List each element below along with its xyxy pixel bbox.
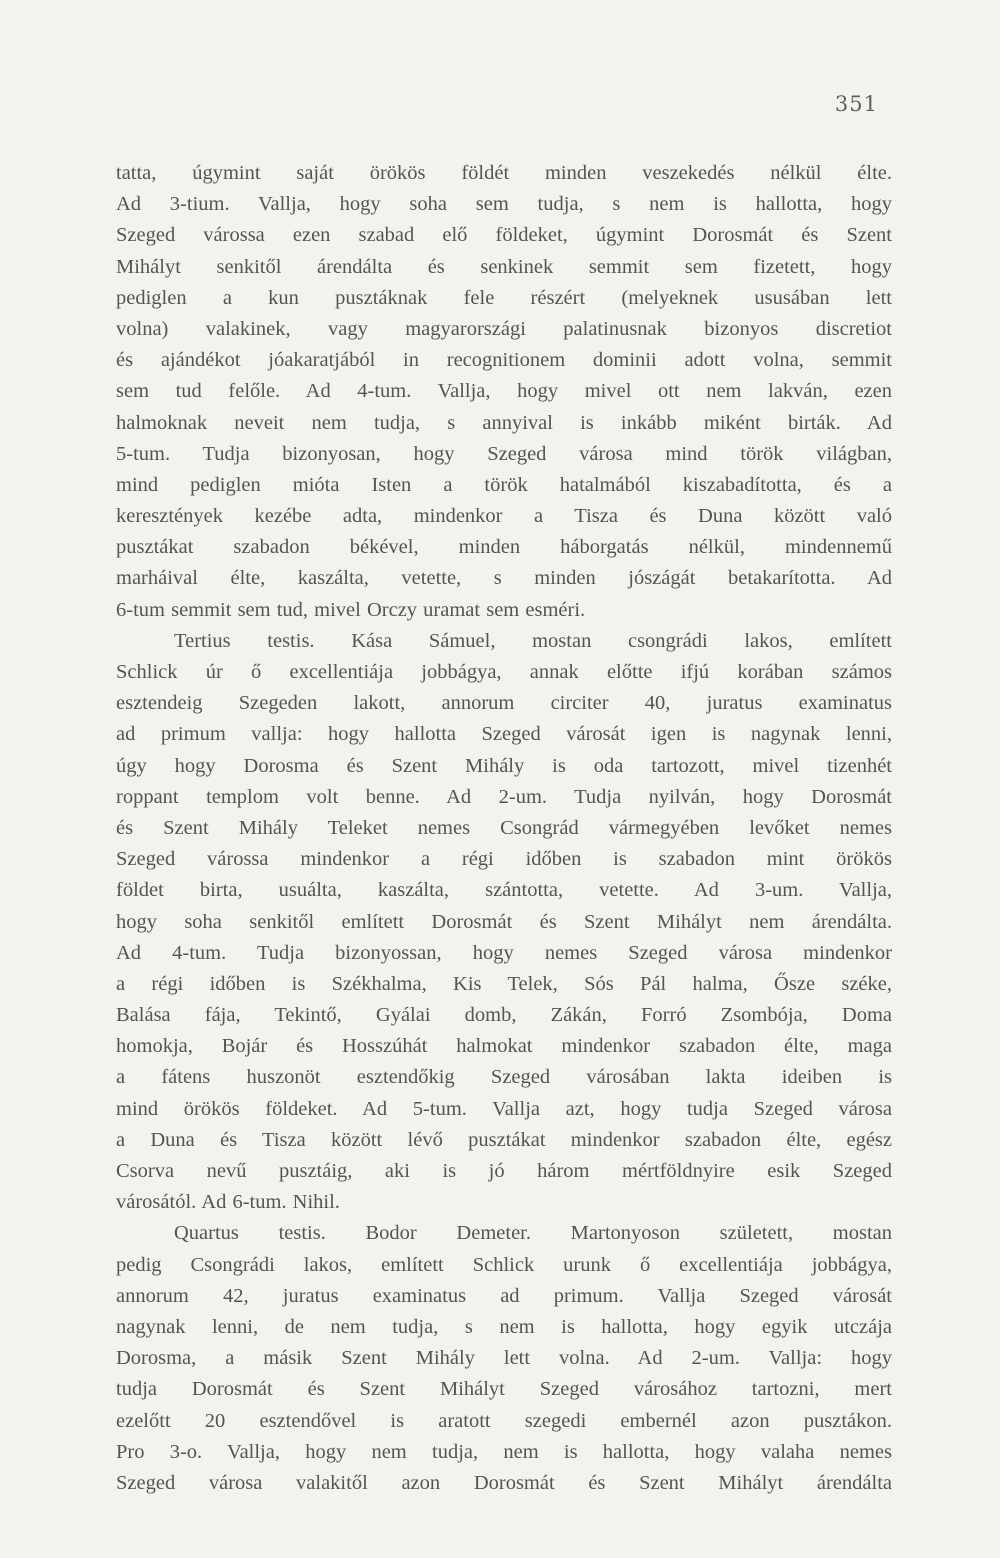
text-line: Schlick úr ő excellentiája jobbágya, annak előtte ifjú korában számos bbox=[116, 661, 892, 683]
text-line: Tertius testis. Kása Sámuel, mostan csongrádi lakos, említett bbox=[174, 629, 892, 652]
text-line: és Szent Mihály Teleket nemes Csongrád vármegyében levőket nemes bbox=[116, 816, 892, 839]
text-line: tudja Dorosmát és Szent Mihályt Szeged városához tartozni, mert bbox=[116, 1378, 892, 1401]
text-line: mind pediglen mióta Isten a török hatalmából kiszabadította, és a bbox=[116, 473, 892, 496]
text-line: sem tud felőle. Ad 4-tum. Vallja, hogy mivel ott nem lakván, ezen bbox=[116, 380, 892, 403]
text-line: úgy hogy Dorosma és Szent Mihály is oda tartozott, mivel tizenhét bbox=[116, 754, 892, 777]
text-line: és ajándékot jóakaratjából in recognitionem dominii adott volna, semmit bbox=[116, 349, 892, 372]
text-line: tatta, úgymint saját örökös földét minden veszekedés nélkül élte. bbox=[116, 162, 892, 184]
text-line: volna) valakinek, vagy magyarországi palatinusnak bizonyos discretiot bbox=[116, 317, 892, 340]
text-line: Quartus testis. Bodor Demeter. Martonyoson született, mostan bbox=[174, 1222, 892, 1245]
text-line: roppant templom volt benne. Ad 2-um. Tudja nyilván, hogy Dorosmát bbox=[116, 785, 892, 808]
text-line: esztendeig Szegeden lakott, annorum circiter 40, juratus examinatus bbox=[116, 692, 892, 715]
text-line: Ad 4-tum. Tudja bizonyossan, hogy nemes Szeged városa mindenkor bbox=[116, 941, 892, 964]
text-line: ad primum vallja: hogy hallotta Szeged városát igen is nagynak lenni, bbox=[116, 723, 892, 746]
text-line: a Duna és Tisza között lévő pusztákat mindenkor szabadon élte, egész bbox=[116, 1128, 892, 1151]
text-line: Szeged városa valakitől azon Dorosmát és Szent Mihályt árendálta bbox=[116, 1471, 892, 1494]
text-line: hogy soha senkitől említett Dorosmát és Szent Mihályt nem árendálta. bbox=[116, 910, 892, 933]
text-line: pusztákat szabadon békével, minden háborgatás nélkül, mindennemű bbox=[116, 536, 892, 559]
text-line: Mihályt senkitől árendálta és senkinek semmit sem fizetett, hogy bbox=[116, 255, 892, 278]
text-line: Balása fája, Tekintő, Gyálai domb, Zákán, Forró Zsombója, Doma bbox=[116, 1004, 892, 1027]
text-line: nagynak lenni, de nem tudja, s nem is hallotta, hogy egyik utczája bbox=[116, 1315, 892, 1338]
text-line: halmoknak neveit nem tudja, s annyival is inkább miként birták. Ad bbox=[116, 411, 892, 434]
text-line: városától. Ad 6-tum. Nihil. bbox=[116, 1191, 340, 1214]
text-line: keresztények kezébe adta, mindenkor a Tisza és Duna között való bbox=[116, 505, 892, 528]
text-line: marháival élte, kaszálta, vetette, s minden jószágát betakarította. Ad bbox=[116, 567, 892, 590]
text-line: homokja, Bojár és Hosszúhát halmokat mindenkor szabadon élte, maga bbox=[116, 1035, 892, 1058]
page-number: 351 bbox=[834, 92, 878, 116]
text-line: földet birta, usuálta, kaszálta, szántotta, vetette. Ad 3-um. Vallja, bbox=[116, 879, 892, 902]
text-line: Csorva nevű pusztáig, aki is jó három mértföldnyire esik Szeged bbox=[116, 1160, 892, 1182]
text-line: Ad 3-tium. Vallja, hogy soha sem tudja, s nem is hallotta, hogy bbox=[116, 193, 892, 216]
text-line: annorum 42, juratus examinatus ad primum. Vallja Szeged városát bbox=[116, 1284, 892, 1307]
text-line: ezelőtt 20 esztendővel is aratott szegedi embernél azon pusztákon. bbox=[116, 1409, 892, 1432]
body-text bbox=[116, 158, 892, 1499]
text-line: mind örökös földeket. Ad 5-tum. Vallja azt, hogy tudja Szeged városa bbox=[116, 1097, 892, 1120]
text-line: 6-tum semmit sem tud, mivel Orczy uramat sem esméri. bbox=[116, 598, 586, 621]
text-line: Pro 3-o. Vallja, hogy nem tudja, nem is hallotta, hogy valaha nemes bbox=[116, 1440, 892, 1463]
text-line: pedig Csongrádi lakos, említett Schlick urunk ő excellentiája jobbágya, bbox=[116, 1253, 892, 1276]
text-line: a fátens huszonöt esztendőkig Szeged városában lakta ideiben is bbox=[116, 1066, 892, 1089]
text-line: Szeged várossa mindenkor a régi időben is szabadon mint örökös bbox=[116, 848, 892, 871]
text-line: Dorosma, a másik Szent Mihály lett volna. Ad 2-um. Vallja: hogy bbox=[116, 1347, 892, 1370]
text-line: a régi időben is Székhalma, Kis Telek, Sós Pál halma, Ősze széke, bbox=[116, 972, 892, 995]
text-line: pediglen a kun pusztáknak fele részért (melyeknek ususában lett bbox=[116, 286, 892, 309]
text-line: Szeged várossa ezen szabad elő földeket, úgymint Dorosmát és Szent bbox=[116, 224, 892, 247]
text-line: 5-tum. Tudja bizonyosan, hogy Szeged városa mind török világban, bbox=[116, 442, 892, 465]
